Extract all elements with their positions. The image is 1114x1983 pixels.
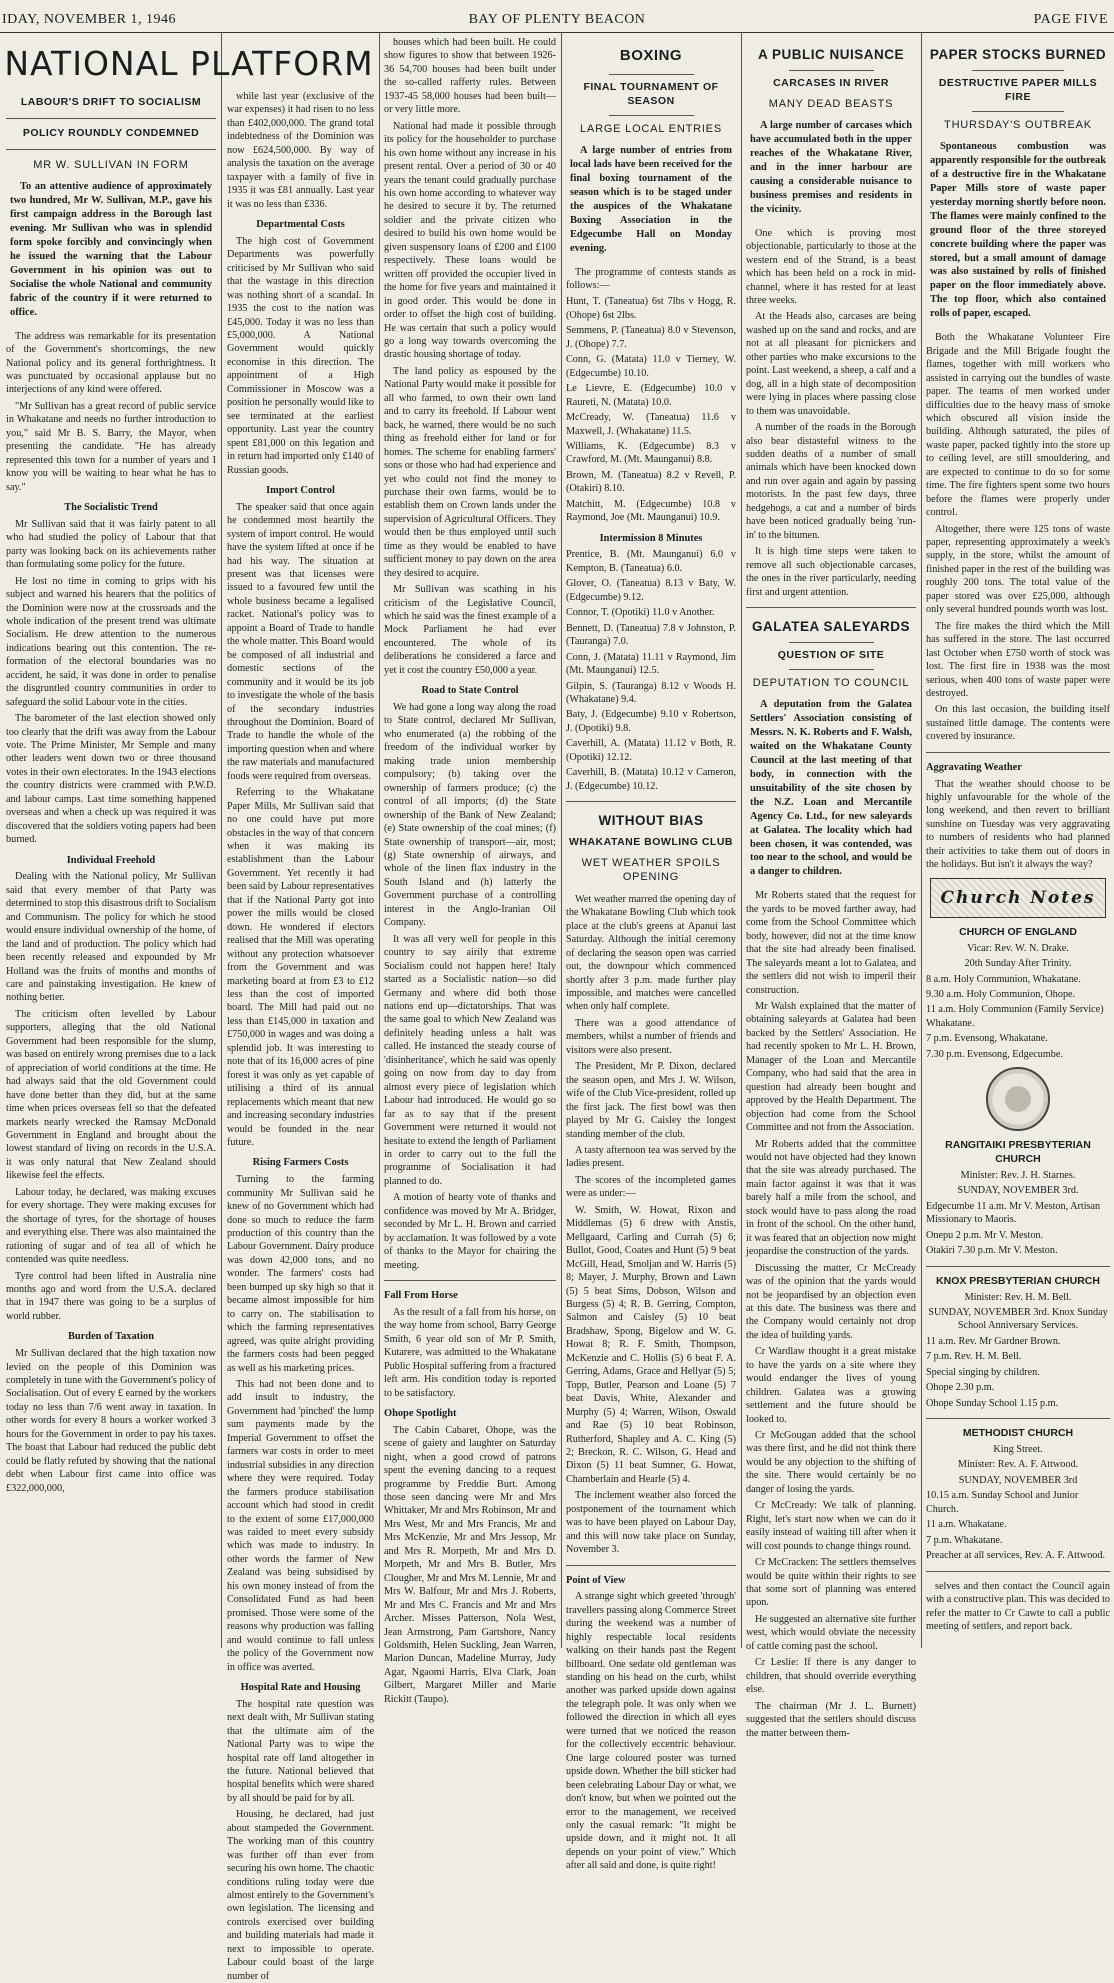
masthead bbox=[0, 8, 1114, 33]
article-title: NATIONAL PLATFORM bbox=[4, 44, 374, 83]
church-sunday: SUNDAY, NOVEMBER 3rd. bbox=[957, 1185, 1079, 1197]
article-headline: WITHOUT BIAS bbox=[598, 813, 704, 829]
masthead-page: PAGE FIVE bbox=[1033, 12, 1108, 27]
section-subhead: Import Control bbox=[266, 484, 335, 496]
service-line: 7 p.m. Evensong, Whakatane. bbox=[926, 1033, 1048, 1045]
paragraph: A number of the roads in the Borough also bear distasteful witness to the sudden deaths of a number of small animals which have been knocked down and run over again and again by passing motorists. In the past few days, three hedgehogs, a cat and a number of birds have been noticed gradually being 'run-in' to the bitumen. bbox=[746, 422, 916, 541]
paragraph: The programme of contests stands as follows:— bbox=[566, 266, 736, 291]
service-line: Edgecumbe 11 a.m. Mr V. Meston, Artisan Missionary to Maoris. bbox=[926, 1200, 1101, 1226]
result-line: Connor, T. (Opotiki) 11.0 v Another. bbox=[566, 607, 715, 619]
article-lead: A large number of entries from local lads have been received for the final boxing tournament of the season which is to be staged under the auspices of the Whakatane Boxing Association in the Edgecumbe Hall on Monday evening. bbox=[570, 145, 732, 254]
paragraph: Turning to the farming community Mr Sullivan said he knew of no Government which had done so much to reduce the farm production of this country than the Labour Government. Dairy produce was down 42,000 tons, and no wonder. The farmers' costs had been bumped up sky high so that it became almost impossible for him to carry on. The stabilisation to which the farming representatives agreed, was quite alright providing the farmers costs had been pegged as well as his marketing prices. bbox=[227, 1174, 374, 1374]
paragraph: The criticism often levelled by Labour supporters, alleging that the old National Government had been responsible for the slump, was based on entirely wrong premises due to a lack of appreciation of world conditions at the time. He had always said that the old Government could have done better than they did, but at the same time when prices overseas fell so that the defeated markets nearly wrecked the Ramsay McDonald Government in England and brought about the lowest standard of living on records in the U.S.A. it was only natural that New Zealand should likewise feel the effects. bbox=[6, 1008, 216, 1182]
article-headline: GALATEA SALEYARDS bbox=[751, 618, 910, 634]
church-crest-icon bbox=[986, 1067, 1050, 1131]
result-line: Matchitt, M. (Edgecumbe) 10.8 v Raymond, Joe (Mt. Maunganui) 10.9. bbox=[566, 498, 736, 524]
article-byline: DEPUTATION TO COUNCIL bbox=[752, 676, 910, 689]
result-line: Conn, J. (Matata) 11.11 v Raymond, Jim (Mt. Maunganui) 12.5. bbox=[566, 651, 736, 677]
article-subhead: DESTRUCTIVE PAPER MILLS FIRE bbox=[938, 76, 1098, 103]
church-minister: Minister: Rev. J. H. Starnes. bbox=[960, 1169, 1076, 1181]
section-subhead: Ohope Spotlight bbox=[384, 1407, 457, 1419]
result-line: McCready, W. (Taneatua) 11.6 v Maxwell, J. (Whakatane) 11.5. bbox=[566, 412, 736, 437]
church-name: RANGITAIKI PRESBYTERIAN CHURCH bbox=[945, 1139, 1091, 1166]
paragraph: Wet weather marred the opening day of the Whakatane Bowling Club which took place at the club's greens at Apanui last Saturday. Although the initial ceremony of declaring the season open was carried out, the downpour which commenced shortly after 3 p.m. made further play impossible, and matches were cancelled when only half complete. bbox=[566, 893, 736, 1013]
masthead-date: IDAY, NOVEMBER 1, 1946 bbox=[2, 12, 176, 27]
paragraph: As the result of a fall from his horse, on the way home from school, Barry George Smith, 6 year old son of Mr P. Smith, Kutarere, was admitted to the Whakatane Public Hospital suffering from a fractured left arm. His condition today is reported to be satisfactory. bbox=[384, 1306, 556, 1399]
church-street: King Street. bbox=[993, 1444, 1043, 1455]
paragraph: Both the Whakatane Volunteer Fire Brigade and the Mill Brigade fought the flames, together with mill workers who assisted in carrying out the bundles of waste paper. The teams of men worked under difficulties due to the heavy mass of smoke which obscured all vision inside the building. Although saturated, the piles of waste paper, packed tightly into the store up to ceiling level, are still smouldering, and are expected to continue to do so for some time. The fire fighters spent some two hours before the flames were properly under control. bbox=[926, 332, 1110, 519]
paragraph: The speaker said that once again he condemned most heartily the system of import control. He would have the system lifted at once if he had his way. The situation at present was that licenses were issued to a favoured few until the whole business became a legalised racket. National's policy was to appoint a Board of Trade to handle the whole matter. This Board would be composed of all industrial and domestic sections of the community and it would be its job to investigate the whole of the basis of the secondary industries throughout the Dominion. Board of Trade to handle the whole of the importing question when and where the raw materials and manufactured foods were required from overseas. bbox=[227, 501, 374, 782]
service-line: 7 p.m. Whakatane. bbox=[926, 1534, 1003, 1546]
result-line: Le Lievre, E. (Edgecumbe) 10.0 v Raureti, N. (Matata) 10.0. bbox=[566, 383, 736, 408]
column-rule bbox=[741, 32, 742, 1648]
paragraph: It is high time steps were taken to remove all such objectionable carcases, the ones in the river particularly, needing first and urgent attention. bbox=[746, 546, 916, 598]
column-1 bbox=[6, 90, 216, 1648]
service-line: 7 p.m. Rev. H. M. Bell. bbox=[926, 1351, 1022, 1363]
church-minister: Minister: Rev. H. M. Bell. bbox=[964, 1291, 1072, 1303]
paragraph: Labour today, he declared, was making excuses for every shortage. They were making excuses for the shortage of tyres, for the shortage of houses and everything else. There was also maintained the rationing of sugar and of tea all of which he contended was quite needless. bbox=[6, 1186, 216, 1266]
church-listings bbox=[926, 926, 1110, 1563]
paragraph: The chairman (Mr J. L. Burnett) suggested that the settlers should discuss the matter between them- bbox=[746, 1700, 916, 1739]
paragraph: Mr Roberts stated that the request for the yards to be moved farther away, had come from the School Committee which body, however, did not at the time know that the site had already been finalised. The saleyards meant a lot to Galatea, and the settlers did not wish to imperil their construction. bbox=[746, 890, 916, 996]
paragraph: He lost no time in coming to grips with his subject and warned his hearers that the politics of the Dominion were now at the crossroads and the whole indication of the present trend was ultimate Socialism. He drew attention to the numerous indications bearing out this contention. The re-formation of the electoral boundaries was no accident, he said, it was done in order to penalise the disgruntled country communities in order to safeguard the solid Labour vote in the cities. bbox=[6, 575, 216, 708]
result-line: Baty, J. (Edgecumbe) 9.10 v Robertson, J. (Opotiki) 9.8. bbox=[566, 709, 736, 734]
paragraph: Cr McGougan added that the school was there first, and he did not think there would be any objection to the shifting of the site. There would certainly be no danger of losing the yards. bbox=[746, 1430, 916, 1495]
paragraph: The President, Mr P. Dixon, declared the season open, and Mrs J. W. Wilson, wife of the Club Vice-president, rolled up the first jack. The first bowl was then played by Mr G. Caisley the longest standing member of the club. bbox=[566, 1061, 736, 1140]
paragraph: He suggested an alternative site further west, which would obviate the necessity of cattle coming past the school. bbox=[746, 1613, 916, 1652]
paragraph: A strange sight which greeted 'through' travellers passing along Commerce Street during the weekend was a number of highly respectable local residents walking on their hands past the Regent billboard. One sedate old gentleman was standing on his head on the curb, whilst another was parked upside down against the telegraph pole. It was only when we followed the direction in which all eyes were turned that we noticed the reason for the collectively eccentric behaviour. One large coloured poster was turned upside down. Whether the bill sticker had been celebrating Labour Day or what, we don't know, but when we pointed out the error to the management, we received only the casual remark: "It might be upside down, and it might not. It all depends on your point of view." Which after all said and done, is quite right! bbox=[566, 1591, 736, 1872]
service-line: Otakiri 7.30 p.m. Mr V. Meston. bbox=[926, 1245, 1058, 1257]
service-line: 11 a.m. Holy Communion (Family Service) Whakatane. bbox=[926, 1004, 1104, 1029]
section-subhead: Rising Farmers Costs bbox=[252, 1157, 349, 1169]
paragraph: On this last occasion, the building itself sustained little damage. The contents were covered by insurance. bbox=[926, 704, 1110, 743]
paragraph: Cr McCracken: The settlers themselves would be quite within their rights to see that some sort of planning was entered upon. bbox=[746, 1557, 916, 1609]
service-line: 11 a.m. Rev. Mr Gardner Brown. bbox=[926, 1335, 1061, 1347]
result-line: Caverhill, A. (Matata) 11.12 v Both, R. (Opotiki) 12.12. bbox=[566, 738, 736, 763]
column-3 bbox=[384, 36, 557, 1705]
paragraph: The high cost of Government Departments was powerfully criticised by Mr Sullivan who said that the wastage in this direction was nothing short of a scandal. In 1935 the cost to the nation was £45,000. Today it was no less than £5,000,000. A National Government would quickly economise in this direction. The appointment of a High Commissioner in Moscow was a position he personally would like to see terminated at the earliest opportunity. Last year the country spent £81,000 on this legation and in return had imported only £140 of Russian goods. bbox=[227, 235, 374, 476]
section-subhead: Burden of Taxation bbox=[67, 1331, 155, 1343]
paragraph: A motion of hearty vote of thanks and confidence was moved by Mr A. Bridger, seconded by Mr L. H. Brown and carried by acclamation. It was followed by a vote of thanks to the Mayor for chairing the meeting. bbox=[384, 1192, 556, 1271]
paragraph: Mr Sullivan said that it was fairly patent to all who had studied the policy of Labour that that party was looking back on its achievements rather than formulating some policy for the future. bbox=[6, 518, 216, 571]
section-subhead: Point of View bbox=[566, 1574, 626, 1586]
service-line: 9.30 a.m. Holy Communion, Ohope. bbox=[926, 988, 1076, 1000]
church-sunday: 20th Sunday After Trinity. bbox=[964, 958, 1072, 970]
service-line: 10.15 a.m. Sunday School and Junior Church. bbox=[926, 1490, 1079, 1515]
article-headline: LABOUR'S DRIFT TO SOCIALISM bbox=[20, 96, 202, 108]
section-subhead: Departmental Costs bbox=[256, 219, 345, 231]
article-byline: MANY DEAD BEASTS bbox=[768, 97, 894, 110]
paragraph: That the weather should choose to be highly unfavourable for the whole of the long weekend, and then revert to brilliant sunshine on Tuesday was very aggravating to numbers of residents who had planned their activities to take them out of doors in the holidays. But isn't it always the way? bbox=[926, 778, 1110, 871]
column-rule bbox=[561, 32, 562, 1648]
article-lead: Spontaneous combustion was apparently responsible for the outbreak of a destructive fire in the Whakatane Paper Mills store of waste paper yesterday morning shortly before noon. The flames were mainly confined to the ground floor of the three storeyed concrete building where the paper was stored, but a small amount of damage was also sustained by rolls of finished paper on the floor immediately above. The top floor, which also contained rolls of paper, escaped. bbox=[930, 141, 1106, 320]
column-rule bbox=[921, 32, 922, 1648]
church-name: CHURCH OF ENGLAND bbox=[959, 925, 1077, 938]
section-subhead: Individual Freehold bbox=[66, 854, 156, 866]
column-4 bbox=[566, 36, 736, 1872]
result-line: Semmens, P. (Taneatua) 8.0 v Stevenson, J. (Ohope) 7.7. bbox=[566, 325, 736, 350]
paragraph: At the Heads also, carcases are being washed up on the sand and rocks, and are not at all pleasant for picnickers and other parties who make excursions to the point. Last weekend, a sheep, a calf and a dog, all in a high state of decomposition were lying in places where passing close to them was unavoidable. bbox=[746, 311, 916, 417]
paragraph: houses which had been built. He could show figures to show that between 1926-36 54,700 houses had been built under the so-called rafferty rules. Between 1937-45 58,000 houses had been built—or very little more. bbox=[384, 37, 556, 116]
column-2 bbox=[227, 90, 374, 1982]
paragraph: The barometer of the last election showed only too clearly that the drift was away from the Labour vote. The Prime Minister, Mr Semple and many other leaders went down two or three thousand votes in their own electorates. In the 1943 elections the country districts were crammed with P.W.D. and labour camps. Last time something happened overseas and when a check up was required it was discovered that the soldiers voting papers had been burned. bbox=[6, 713, 216, 846]
paragraph: The address was remarkable for its presentation of the Government's shortcomings, the new National policy and its general forthrightness. It was punctuated by occasional applause but no interjections of any kind were offered. bbox=[6, 330, 216, 396]
article-subhead: POLICY ROUNDLY CONDEMNED bbox=[22, 126, 200, 139]
paragraph: Mr Roberts added that the committee would not have objected had they known that the site was already purchased. The main factor against it was that it was barely half a mile from the school, and stock would have to pass along the road in front of the school. On the other hand, it was feared that an objection now might jeopardise the construction of the yards. bbox=[746, 1138, 916, 1258]
article-subhead: WHAKATANE BOWLING CLUB bbox=[568, 835, 733, 848]
national-platform-banner bbox=[4, 36, 374, 97]
result-line: Hunt, T. (Taneatua) 6st 7lbs v Hogg, R. (Ohope) 6st 2lbs. bbox=[566, 296, 736, 321]
column-rule bbox=[221, 32, 222, 1648]
paragraph: Mr Sullivan declared that the high taxation now levied on the people of this Dominion was completely in tune with the Government's policy of Socialisation. Out of every £ earned by the workers today no less than 7/6 went away in taxation. In other words for every 8 hours a worker worked 3 hours for the Government in order to pay his taxes. The boast that Labour had reduced the public debt could be flatly refuted by showing that the national debt when Labour first came into office was £322,000,000, bbox=[6, 1348, 216, 1494]
paragraph: "Mr Sullivan has a great record of public service in Whakatane and needs no further introduction to you," said Mr B. S. Barry, the Mayor, when presenting the candidate. "He has already represented this town for a number of years and I know you will be waiting to hear what he has to say." bbox=[6, 400, 216, 493]
service-line: 7.30 p.m. Evensong, Edgecumbe. bbox=[926, 1048, 1063, 1060]
column-5 bbox=[746, 36, 916, 1739]
church-vicar: Vicar: Rev. W. N. Drake. bbox=[967, 942, 1069, 954]
article-lead: To an attentive audience of approximately two hundred, Mr W. Sullivan, M.P., gave his first campaign address in the Borough last evening. Mr Sullivan who was in splendid form spoke forcibly and convincingly when he issued the warning that the Labour Government in his opinion was out to Socialise the whole National and community fabric of the country if it were returned to office. bbox=[10, 181, 212, 318]
section-subhead: Road to State Control bbox=[421, 685, 519, 697]
service-line: 8 a.m. Holy Communion, Whakatane. bbox=[926, 973, 1081, 985]
paragraph: A tasty afternoon tea was served by the ladies present. bbox=[566, 1144, 736, 1170]
church-name: METHODIST CHURCH bbox=[962, 1427, 1074, 1440]
column-6 bbox=[926, 36, 1110, 1648]
paragraph: Discussing the matter, Cr McCready was of the opinion that the yards would not be jeopardised by an objection even at this date. The business was there and the Company would certainly not drop the idea of building yards. bbox=[746, 1262, 916, 1341]
paragraph: The inclement weather also forced the postponement of the tournament which was to have been played on Labour Day, and this will now take place on Sunday, November 3. bbox=[566, 1490, 736, 1556]
paragraph: selves and then contact the Council again with a constructive plan. This was decided to refer the matter to Cr Cawte to call a public meeting of settlers, and report back. bbox=[926, 1580, 1110, 1632]
church-sunday: SUNDAY, NOVEMBER 3rd. Knox Sunday School Anniversary Services. bbox=[928, 1306, 1108, 1332]
intermission-label: Intermission 8 Minutes bbox=[599, 532, 703, 544]
article-byline: MR W. SULLIVAN IN FORM bbox=[33, 158, 189, 171]
article-headline: A PUBLIC NUISANCE bbox=[757, 47, 904, 62]
paragraph: The fire makes the third which the Mill has suffered in the store. The last occurred last October when £750 worth of stock was lost. The first fire in 1938 was the most serious, when 400 tons of waste paper were destroyed. bbox=[926, 620, 1110, 700]
church-name: KNOX PRESBYTERIAN CHURCH bbox=[936, 1274, 1100, 1287]
paragraph: Mr Walsh explained that the matter of obtaining saleyards at Galatea had been backed by the Settlers' Association. He had recently spoken to Mr L. H. Brown, Manager of the Loan and Mercantile Company, who had said that the area in question had already been bought and approved by the Health Department. The objection had come from the School Committee and not from the Association. bbox=[746, 1000, 916, 1134]
section-subhead: Fall From Horse bbox=[384, 1290, 458, 1302]
paragraph: Housing, he declared, had just about stampeded the Government. The working man of this country was further off than ever from securing his own home. The chaotic conditions ruling today were due almost entirely to the Government's own legislation. The licensing and controls exercised over building and building materials had made it next to impossible to operate. Labour could boast of the large number of bbox=[227, 1809, 374, 1982]
result-line: Bennett, D. (Taneatua) 7.8 v Johnston, P. (Tauranga) 7.0. bbox=[566, 622, 736, 648]
paragraph: One which is proving most objectionable, particularly to those at the western end of the Strand, is a beast which has been held on a rock in mid-channel, where it has rested for at least three weeks. bbox=[746, 227, 916, 307]
result-line: Brown, M. (Taneatua) 8.2 v Revell, P. (Otakiri) 8.10. bbox=[566, 469, 736, 495]
church-sunday: SUNDAY, NOVEMBER 3rd bbox=[958, 1474, 1078, 1486]
paragraph: The scores of the incompleted games were as under:— bbox=[566, 1174, 736, 1200]
result-line: Glover, O. (Taneatua) 8.13 v Baty, W. (Edgecumbe) 9.12. bbox=[566, 578, 736, 603]
paragraph: Cr McCready: We talk of planning. Right, let's start now when we can do it easily instead of waiting till after when it will cost pounds to change things round. bbox=[746, 1500, 916, 1552]
masthead-title: BAY OF PLENTY BEACON bbox=[468, 12, 646, 27]
paragraph: Cr Leslie: If there is any danger to children, that should override everything else. bbox=[746, 1657, 916, 1696]
paragraph: The land policy as espoused by the National Party would make it possible for all who farmed, to own their own land and to carry its freehold. If Labour went back, he warned, there would be no such thing as freehold either for land or for homes. The scheme for enabling farmers' sons or those who had had experience and yet who could not find the money to purchase their own farms, would be to establish them on Crown lands under the supervision of Agricultural Officers. They would then be thus employed until such time as they would be enabled to have sufficient money to pay down on the area they desired to acquire. bbox=[384, 365, 556, 579]
service-line: Onepu 2 p.m. Mr V. Meston. bbox=[926, 1229, 1044, 1241]
article-lead: A deputation from the Galatea Settlers' Association consisting of Messrs. N. K. Roberts and F. Walsh, waited on the Whakatane County Council at the last meeting of that body, in connection with the unsuitability of the site chosen by the N.Z. Loan and Mercantile Agency Co. Ltd., for new saleyards at Galatea. The locality which had been chosen, it was contended, was too near to the school, and would be a danger to children. bbox=[750, 699, 912, 878]
section-subhead: The Socialistic Trend bbox=[64, 502, 158, 514]
paragraph: Mr Sullivan was scathing in his criticism of the Legislative Council, which he said was the finest example of a Mock Parliament he had ever encountered. The whole of its deliberations he considered a farce and yet it cost the country £50,000 a year. bbox=[384, 584, 556, 676]
church-notes-label: Church Notes bbox=[940, 887, 1096, 908]
church-minister: Minister: Rev. A. F. Attwood. bbox=[957, 1459, 1079, 1471]
service-line: Ohope 2.30 p.m. bbox=[926, 1382, 995, 1394]
result-line: Caverhill, B. (Matata) 10.12 v Cameron, J. (Edgecumbe) 10.12. bbox=[566, 767, 736, 792]
service-line: 11 a.m. Whakatane. bbox=[926, 1519, 1007, 1531]
section-subhead: Hospital Rate and Housing bbox=[240, 1681, 361, 1693]
paragraph: while last year (exclusive of the war expenses) it had risen to no less than £402,000,000. The grand total indebtedness of the Dominion was now £624,500,000. By way of analysis the taxation on the average taxpayer with a family of five in 1935 it was £81 annually. Last year it was no less than £336. bbox=[227, 91, 374, 210]
paragraph: Tyre control had been lifted in Australia nine months ago and word from the U.S.A. declared that in 1947 there was going to be a surplus of world rubber. bbox=[6, 1270, 216, 1322]
article-byline: WET WEATHER SPOILS OPENING bbox=[581, 856, 721, 884]
article-byline: LARGE LOCAL ENTRIES bbox=[580, 122, 722, 135]
paragraph: Cr Wardlaw thought it a great mistake to have the yards on a site where they would endanger the lives of young children. Galatea was a growing settlement and the future should be looked to. bbox=[746, 1346, 916, 1425]
service-line: Preacher at all services, Rev. A. F. Attwood. bbox=[926, 1550, 1106, 1562]
result-line: Gilpin, S. (Tauranga) 8.12 v Woods H. (Whakatane) 9.4. bbox=[566, 680, 736, 705]
paragraph: We had gone a long way along the road to State control, declared Mr Sullivan, who enumerated (a) the robbing of the freedom of the individual worker by making trade union membership compulsory; (b) taking over the ownership of farmers produce; (c) the control of all imports; (d) the State ownership of the Bank of New Zealand; (e) State ownership of the coal mines; (f) State ownership of transport—air, most; (g) State ownership of airways, and whole of the linen flax industry in the South Island and (h) latterly the Government purchase of a controlling interest in the Anglo-Iranian Oil Company. bbox=[384, 702, 556, 929]
article-subhead: FINAL TOURNAMENT OF SEASON bbox=[583, 80, 719, 107]
church-notes-banner bbox=[930, 878, 1106, 918]
paragraph: There was a good attendance of members, whilst a number of friends and visitors were also present. bbox=[566, 1017, 736, 1056]
article-byline: THURSDAY'S OUTBREAK bbox=[944, 118, 1092, 131]
article-subhead: QUESTION OF SITE bbox=[777, 648, 885, 661]
paragraph: National had made it possible through its policy for the householder to purchase his own home without any increase in his present rental. Over a period of 30 or 40 years the tenant could gradually purchase his own home according to whatever way he desired to secure it by. The returned soldier and the private citizen who desired to build his own home would be given suspensory loans of £200 and £100 respectively. These loans would be written off provided the occupier lived in the home for five years and maintained it in good order. This would be done in order to offset the high cost of building. He was certain that such a policy would go a long way towards overcoming the drastic housing shortage of today. bbox=[384, 120, 556, 361]
service-line: Ohope Sunday School 1.15 p.m. bbox=[926, 1397, 1059, 1409]
column-rule bbox=[379, 32, 380, 1648]
paragraph: It was all very well for people in this country to say airily that extreme Socialism could not happen here! Italy started as a Socialistic nation—so did Germany and where did both those nations end up—dictatorships. That was the same goal to which New Zealand was definitely heading unless a halt was called. He instanced the steady course of 'disinheritance', which he said was openly going on now from day to day from almost every piece of legislation which Labour had introduced. He would go so far as to say that if the present Government were returned it would not hesitate to extend the length of Parliament in order to carry out to the full the programme of Socialisation it had planned to do. bbox=[384, 933, 557, 1187]
paragraph: The Cabin Cabaret, Ohope, was the scene of gaiety and laughter on Saturday night, when a good crowd of patrons spent the evening dancing to a request programme by Freddie Burt. Among those seen dancing were Mr and Mrs Whittaker, Mr and Mrs Robinson, Mr and Mrs West, Mr and Mrs Francis, Mr and Mrs McKenzie, Mr and Mrs Jessop, Mr and Mrs R. Morpeth, Mr and Mrs D. Morpeth, Mr and Mrs B. Butler, Mrs Clougher, Mr and Mrs M. Lennie, Mr and Mrs W. Balfour, Mr and Mrs J. Roberts, Mr and Mrs C. Francis and Mr and Mrs Archer. Misses Patterson, Nola West, Jean Armstrong, Pam Gartshore, Nancy Goldsmith, Helen Suckling, Jean Warren, Marion Duncan, Madeline Murray, Judy Agar, Ngaomi Harris, Elva Clark, Joan Gilbert, Margaret Miller and Marie Rickitt (Taupo). bbox=[384, 1424, 556, 1705]
section-subhead: Aggravating Weather bbox=[926, 761, 1022, 773]
article-lead: A large number of carcases which have accumulated both in the upper reaches of the Whakatane River, and in the inner harbour are causing a considerable nuisance to business premises and residents in the vicinity. bbox=[750, 120, 912, 215]
paragraph: This had not been done and to add insult to industry, the Government had 'pinched' the lump sum payments made by the Imperial Government to offset the farmers war costs in order to meet industrial subsidies in any direction where they were required. Today the farmers produce stabilisation account which had stood in credit to the extent of some £17,000,000 was raided to meet every subsidy which was made to industry. In other words the farmer of New Zealand was being subsidised by his own money instead of from the Consolidated Fund as had been promised. Those were some of the reasons why production was falling and would continue to fall unless the policy of the Government now in office was averted. bbox=[227, 1378, 374, 1673]
paragraph: The hospital rate question was next dealt with, Mr Sullivan stating that the ultimate aim of the National Party was to wipe the hospital rate off land altogether in the future. National believed that hospital benefits which were shared by all should be paid for by all. bbox=[227, 1698, 374, 1804]
paragraph: Dealing with the National policy, Mr Sullivan said that every member of that Party was determined to stop this disastrous drift to Socialism and Communism. The policy for which he stood would ensure individual ownership of the home, of the land and of production. The policy which had been recently released and expounded by Mr Holland was the fruits of months and months of care and painstaking investigation. He knew of nothing better. bbox=[6, 871, 216, 1004]
paragraph: W. Smith, W. Howat, Rixon and Middlemas (5) 6 drew with Anstis, Mellgaard, Carling and Currah (5) 6; Bullot, Good, Coates and Hunt (5) 9 beat McGill, Head, Smoljan and W. Harris (5) 8; Mayer, J. Murphy, Brown and Lawn (5) 5 beat Sims, Dobson, Wilson and Burgess (5) 4; R. B. Gerring, Compton, Salmon and Caisley (5) 10 beat Bradshaw, Spong, Bigelow and W. G. Howat 8; R. F. Smith, Thompson, McKenzie and C. Hollis (5) 6 beat F. A. Gerring, Adams, Grace and Hellyar (5) 5; Topp, Butler, Pearson and Loane (5) 7 beat Davis, White, Alexander and Murphy (5) 4; Warren, Wilson, Oswald and Rae (5) 10 beat Robinson, Rutherford, Shapley and A. C. King (5) 2; Breckon, R. C. Wilson, G. Head and Dixon (5) 11 beat Sumner, G. Howat, Chamberlain and Hearle (5) 4. bbox=[566, 1204, 736, 1485]
paragraph: Altogether, there were 125 tons of waste paper, representing approximately a week's supply, in the store, whilst the amount of finished paper in the rest of the building was roughly 200 tons. The total value of the paper stored was over £25,000, although only several hundred pounds worth was lost. bbox=[926, 523, 1110, 616]
article-headline: PAPER STOCKS BURNED bbox=[929, 47, 1107, 62]
result-line: Williams, K. (Edgecumbe) 8.3 v Crawford, M. (Mt. Maunganui) 8.8. bbox=[566, 440, 736, 466]
result-line: Conn, G. (Matata) 11.0 v Tierney, W. (Edgecumbe) 10.10. bbox=[566, 354, 736, 379]
article-subhead: CARCASES IN RIVER bbox=[773, 76, 889, 89]
paragraph: Referring to the Whakatane Paper Mills, Mr Sullivan said that no one could have put more obstacles in the way of that concern when it was making its establishment than the Labour Government. Yet recently it had been said by Labour representatives that if the National Party got into power the mills would be closed down. He wondered if electors realised that the Mill was operating without any protection whatsoever from the Government and was marketing board at from £3 to £12 less than the cost of imported board. The Mill had paid out no less than £145,000 in taxation and £750,000 in wages and was doing a splendid job. It was interesting to note that of its 16,000 acres of pine forest it was only as yet capable of utilising a third of its annual replacements which meant that new and increasing secondary industries would be founded in the near future. bbox=[227, 787, 374, 1148]
result-line: Prentice, B. (Mt. Maunganui) 6.0 v Kempton, B. (Taneatua) 6.0. bbox=[566, 549, 736, 574]
article-headline: BOXING bbox=[619, 47, 683, 64]
service-line: Special singing by children. bbox=[926, 1366, 1040, 1378]
